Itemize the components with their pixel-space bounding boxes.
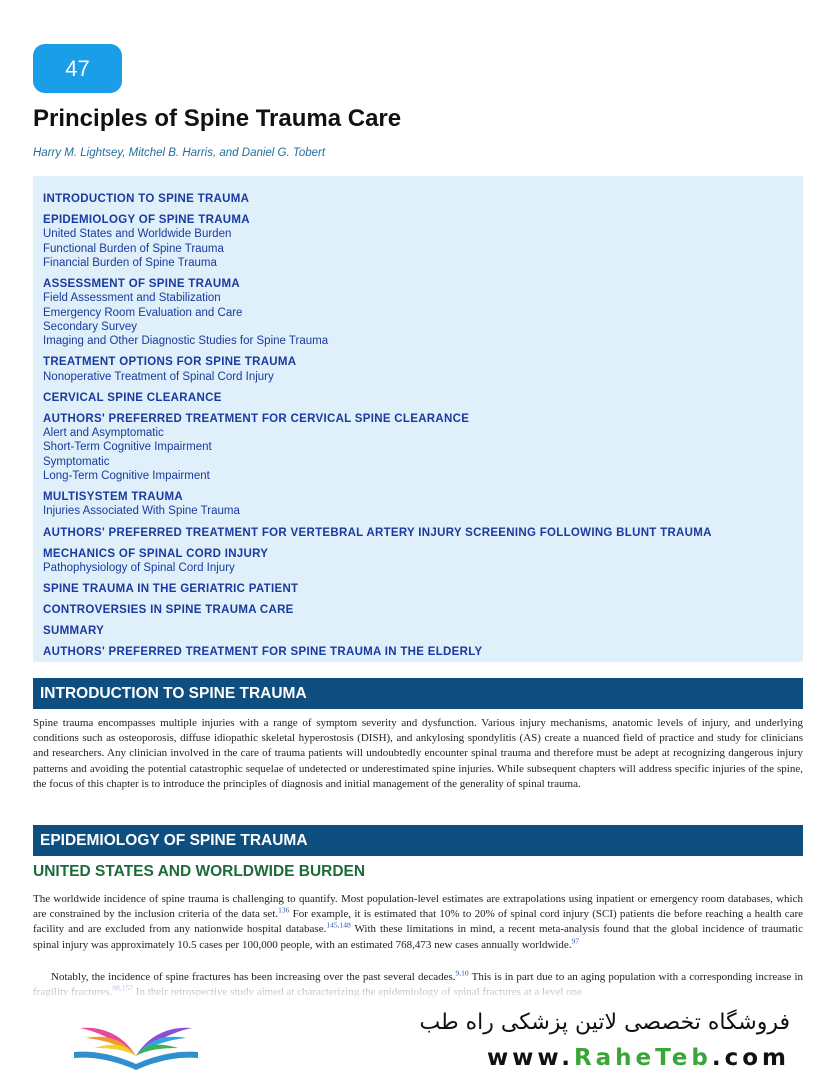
- toc-heading-link[interactable]: EPIDEMIOLOGY OF SPINE TRAUMA: [43, 214, 250, 227]
- shop-url[interactable]: www.RaheTeb.com: [486, 1045, 790, 1071]
- toc-subheading-link[interactable]: Functional Burden of Spine Trauma: [43, 242, 224, 255]
- toc-section: [43, 355, 793, 384]
- toc-section: [43, 582, 793, 596]
- toc-subheading-link[interactable]: Injuries Associated With Spine Trauma: [43, 505, 240, 518]
- toc-section: [43, 603, 793, 617]
- toc-heading-link[interactable]: SUMMARY: [43, 625, 105, 638]
- toc-section: [43, 624, 793, 638]
- toc-subheading-link[interactable]: Field Assessment and Stabilization: [43, 292, 221, 305]
- toc-section: [43, 391, 793, 405]
- book-logo-icon: [66, 1006, 206, 1070]
- shop-name: فروشگاه تخصصی لاتین پزشکی راه طب: [419, 1010, 790, 1035]
- chapter-title: Principles of Spine Trauma Care: [33, 105, 402, 132]
- chapter-number: 47: [65, 55, 90, 81]
- toc-section: [43, 213, 793, 270]
- toc-section: [43, 192, 793, 206]
- table-of-contents: [33, 176, 803, 662]
- toc-section: [43, 277, 793, 348]
- subsection-heading-us-worldwide-burden: UNITED STATES AND WORLDWIDE BURDEN: [33, 863, 366, 880]
- epidemiology-paragraph-1: The worldwide incidence of spine trauma is challenging to quantify. Most population-level estimates are extrapolations using inpatient or emergency room databases, which are constrained by the inclusion criteria of the data set.$^{136}$ For example, it is estimated that 10% to 20% of spinal cord injury (SCI) patients die before reaching a health care facility and are excluded from any nationwide hospital database.$^{145,148}$ With these limitations in mind, a recent meta-analysis found that the global incidence of traumatic spinal injury was approximately 10.5 cases per 100,000 people, with an estimated 768,473 new cases annually worldwide.$^{97}$: [33, 893, 804, 951]
- toc-section: [43, 547, 793, 576]
- toc-heading-link[interactable]: MULTISYSTEM TRAUMA: [43, 491, 183, 504]
- citation-ref[interactable]: 97: [571, 935, 580, 945]
- citation-ref[interactable]: 145,148: [326, 920, 351, 930]
- toc-subheading-link[interactable]: Imaging and Other Diagnostic Studies for Spine Trauma: [43, 335, 329, 348]
- section-heading-introduction: INTRODUCTION TO SPINE TRAUMA: [33, 678, 803, 709]
- citation-ref[interactable]: 9,10: [455, 968, 469, 978]
- toc-section: [43, 412, 793, 483]
- toc-subheading-link[interactable]: Secondary Survey: [43, 320, 137, 333]
- toc-heading-link[interactable]: MECHANICS OF SPINAL CORD INJURY: [43, 547, 269, 560]
- toc-heading-link[interactable]: ASSESSMENT OF SPINE TRAUMA: [43, 278, 240, 291]
- chapter-authors: Harry M. Lightsey, Mitchel B. Harris, and Daniel G. Tobert: [33, 147, 326, 159]
- toc-heading-link[interactable]: CONTROVERSIES IN SPINE TRAUMA CARE: [43, 604, 294, 617]
- toc-section: [43, 490, 793, 519]
- toc-section: [43, 526, 793, 540]
- toc-subheading-link[interactable]: Short-Term Cognitive Impairment: [43, 441, 212, 454]
- toc-subheading-link[interactable]: Financial Burden of Spine Trauma: [43, 256, 217, 269]
- citation-ref[interactable]: 136: [278, 905, 290, 915]
- section-heading-epidemiology: EPIDEMIOLOGY OF SPINE TRAUMA: [33, 825, 803, 856]
- toc-heading-link[interactable]: CERVICAL SPINE CLEARANCE: [43, 391, 222, 404]
- toc-subheading-link[interactable]: Emergency Room Evaluation and Care: [43, 306, 243, 319]
- toc-subheading-link[interactable]: Pathophysiology of Spinal Cord Injury: [43, 561, 235, 574]
- epidemiology-paragraph-2: Notably, the incidence of spine fractures has been increasing over the past several decades.$^{9,10}$ This is in part due to an aging population with a corresponding increase in: [33, 970, 803, 1000]
- chapter-number-badge: [33, 44, 122, 93]
- toc-subheading-link[interactable]: United States and Worldwide Burden: [43, 228, 232, 241]
- toc-heading-link[interactable]: AUTHORS' PREFERRED TREATMENT FOR CERVICAL SPINE CLEARANCE: [43, 412, 470, 425]
- toc-subheading-link[interactable]: Alert and Asymptomatic: [43, 427, 164, 440]
- toc-heading-link[interactable]: SPINE TRAUMA IN THE GERIATRIC PATIENT: [43, 583, 299, 595]
- introduction-paragraph: Spine trauma encompasses multiple injuries with a range of symptom severity and dysfunction. Various injury mechanisms, anatomic levels of injury, and underlying conditions such as osteoporosis, diffuse idiopathic skeletal hyperostosis (DISH), and ankylosing spondylitis (AS) create a nuanced field of practice and study for clinicians and researchers. Any clinician involved in the care of trauma patients will undoubtedly encounter spinal trauma and therefore must be adept at recognizing dangerous injury patterns and avoiding the potential catastrophic sequelae of undetected or underestimated spine injuries. While subsequent chapters will address specific injuries of the spine, the focus of this chapter is to introduce the principles of diagnosis and initial management of the generality of spinal trauma.: [33, 717, 803, 790]
- toc-heading-link[interactable]: TREATMENT OPTIONS FOR SPINE TRAUMA: [43, 356, 297, 369]
- toc-heading-link[interactable]: INTRODUCTION TO SPINE TRAUMA: [43, 193, 250, 205]
- toc-heading-link[interactable]: AUTHORS' PREFERRED TREATMENT FOR VERTEBRAL ARTERY INJURY SCREENING FOLLOWING BLUNT TRAUMA: [43, 526, 712, 539]
- toc-subheading-link[interactable]: Nonoperative Treatment of Spinal Cord Injury: [43, 370, 274, 383]
- toc-heading-link[interactable]: AUTHORS' PREFERRED TREATMENT FOR SPINE TRAUMA IN THE ELDERLY: [43, 646, 483, 659]
- toc-subheading-link[interactable]: Long-Term Cognitive Impairment: [43, 470, 210, 483]
- toc-subheading-link[interactable]: Symptomatic: [43, 455, 110, 468]
- toc-section: [43, 645, 793, 659]
